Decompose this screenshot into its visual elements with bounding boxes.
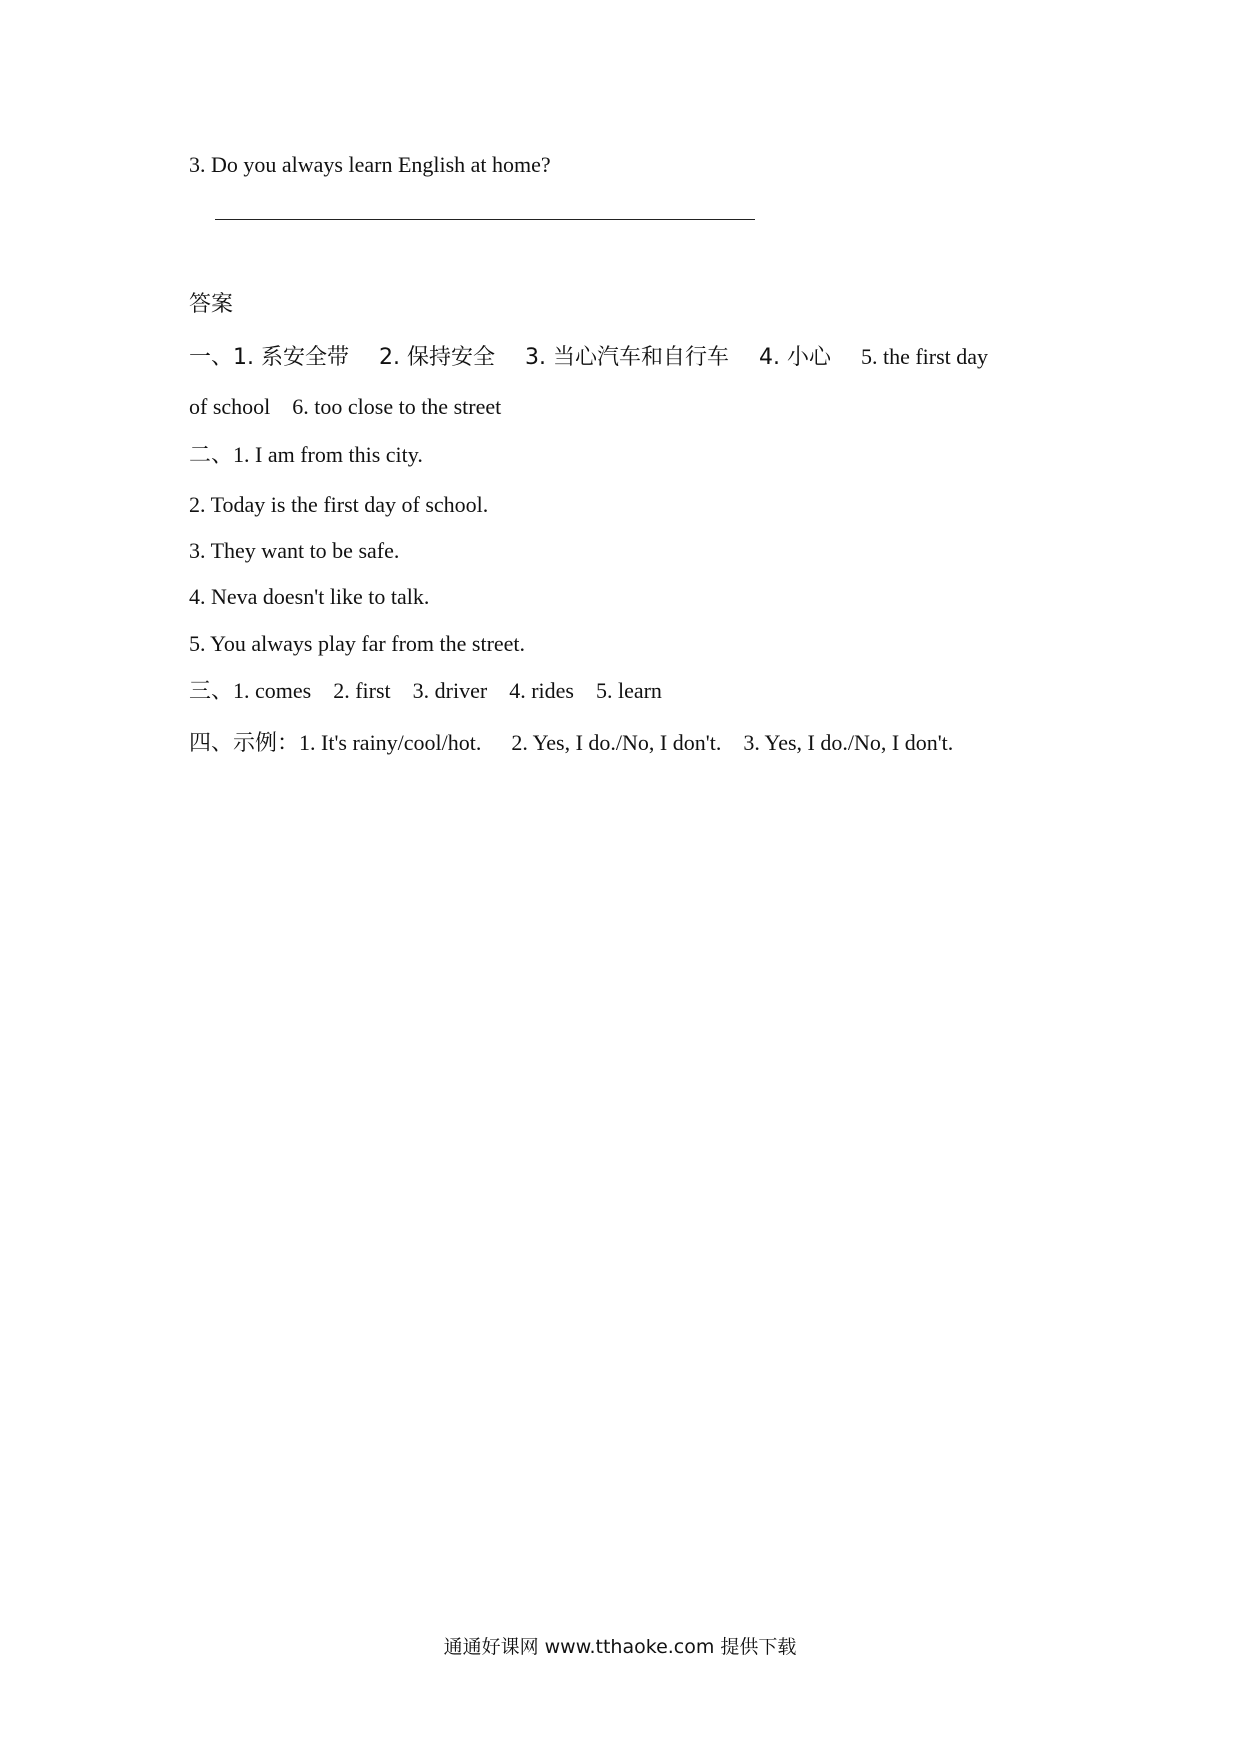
section-4-item-3: 3. Yes, I do./No, I don't. (743, 730, 954, 755)
section-2-prefix: 二、 (189, 443, 234, 468)
section-1-prefix: 一、 (189, 345, 234, 370)
section-1-item-4: 4. 小心 (758, 345, 831, 370)
section-1-item-1: 1. 系安全带 (233, 345, 349, 370)
section-3-item-4: 4. rides (509, 678, 574, 703)
section-2-item-4: 4. Neva doesn't like to talk. (189, 584, 430, 609)
section-4-prefix: 四、示例： (189, 731, 300, 756)
answer-section-4 (189, 728, 953, 759)
section-2-item-5: 5. You always play far from the street. (189, 631, 526, 656)
answer-blank-line (215, 219, 755, 220)
section-1-item-5-cont: of school (189, 394, 271, 419)
section-2-item-1: 1. I am from this city. (233, 442, 423, 467)
answer-section-2 (189, 440, 423, 471)
answers-heading: 答案 (189, 292, 234, 317)
section-1-item-6: 6. too close to the street (292, 394, 502, 419)
page-footer: 通通好课网 www.tthaoke.com 提供下载 (443, 1636, 797, 1658)
answer-section-1 (189, 342, 1069, 373)
section-2-item-3: 3. They want to be safe. (189, 538, 400, 563)
section-4-item-2: 2. Yes, I do./No, I don't. (511, 730, 722, 755)
section-1-item-2: 2. 保持安全 (379, 345, 495, 370)
answer-section-1-continued (189, 392, 501, 422)
section-1-item-5: 5. the first day (860, 344, 989, 369)
question-3: 3. Do you always learn English at home? (189, 152, 551, 177)
answer-section-3 (189, 676, 662, 707)
section-1-item-3: 3. 当心汽车和自行车 (524, 345, 729, 370)
section-3-prefix: 三、 (189, 679, 234, 704)
section-3-item-3: 3. driver (412, 678, 488, 703)
section-3-item-5: 5. learn (595, 678, 662, 703)
section-3-item-1: 1. comes (233, 678, 312, 703)
section-4-item-1: 1. It's rainy/cool/hot. (299, 730, 482, 755)
section-3-item-2: 2. first (333, 678, 391, 703)
section-2-item-2: 2. Today is the first day of school. (189, 492, 489, 517)
